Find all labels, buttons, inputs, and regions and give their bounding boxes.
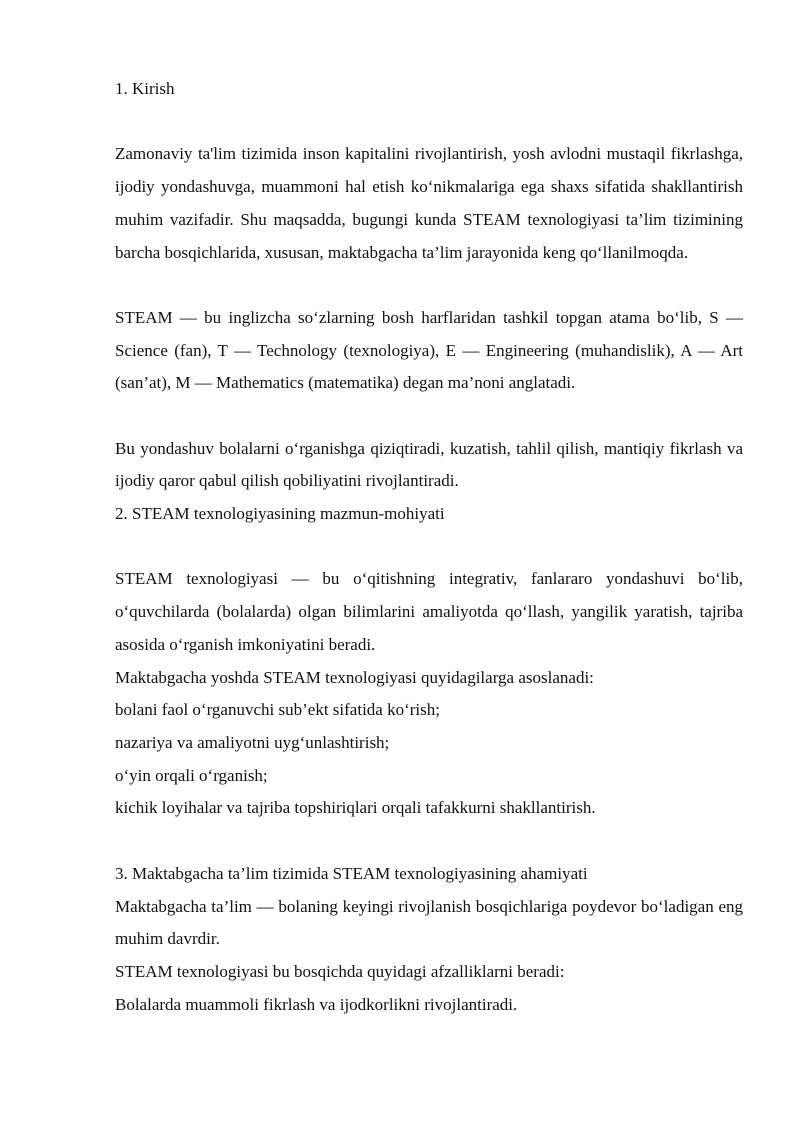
section-3-list-item: Bolalarda muammoli fikrlash va ijodkorlikni rivojlantiradi.: [115, 994, 518, 1014]
section-2-paragraph: STEAM texnologiyasi — bu o‘qitishning integrativ, fanlararo yondashuvi bo‘lib, o‘quvchilarda (bolalarda) olgan bilimlarini amaliyotda qo‘llash, yangilik yaratish, tajriba asosida o‘rganish imkoniyatini beradi.: [115, 569, 743, 654]
section-3-heading: 3. Maktabgacha ta’lim tizimida STEAM texnologiyasining ahamiyati: [115, 863, 588, 883]
spacer: [115, 531, 743, 564]
section-3-paragraph: Maktabgacha ta’lim — bolaning keyingi rivojlanish bosqichlariga poydevor bo‘ladigan eng muhim davrdir.: [115, 896, 743, 949]
section-2-list-item: nazariya va amaliyotni uyg‘unlashtirish;: [115, 733, 390, 752]
section-2-list-item: kichik loyihalar va tajriba topshiriqlari orqali tafakkurni shakllantirish.: [115, 798, 596, 818]
section-1-paragraph-1: Zamonaviy ta'lim tizimida inson kapitalini rivojlantirish, yosh avlodni mustaqil fikrlashga, ijodiy yondashuvga, muammoni hal etish ko‘nikmalariga ega shaxs sifatida shakllantirish muhim vazifadir. Shu maqsadda, bugungi kunda STEAM texnologiyasi ta’lim tizimining barcha bosqichlarida, xususan, maktabgacha ta’lim jarayonida keng qo‘llanilmoqda.: [115, 144, 743, 262]
spacer: [115, 106, 743, 139]
document-page: [115, 73, 743, 1021]
section-3-list-intro: STEAM texnologiyasi bu bosqichda quyidagi afzalliklarni beradi:: [115, 961, 565, 981]
section-2-heading: 2. STEAM texnologiyasining mazmun-mohiyati: [115, 504, 445, 524]
spacer: [115, 269, 743, 302]
section-1-paragraph-2: STEAM — bu inglizcha so‘zlarning bosh harflaridan tashkil topgan atama bo‘lib, S — Science (fan), T — Technology (texnologiya), E — Engineering (muhandislik), A — Art (san’at), M — Mathematics (matematika) degan ma’noni anglatadi.: [115, 307, 743, 393]
section-1-heading: 1. Kirish: [115, 79, 175, 98]
section-2-list-intro: Maktabgacha yoshda STEAM texnologiyasi quyidagilarga asoslanadi:: [115, 667, 594, 687]
section-1-paragraph-3: Bu yondashuv bolalarni o‘rganishga qiziqtiradi, kuzatish, tahlil qilish, mantiqiy fikrlash va ijodiy qaror qabul qilish qobiliyatini rivojlantiradi.: [115, 438, 743, 491]
spacer: [115, 400, 743, 433]
spacer: [115, 825, 743, 858]
section-2-list-item: bolani faol o‘rganuvchi sub’ekt sifatida ko‘rish;: [115, 700, 440, 720]
section-2-list-item: o‘yin orqali o‘rganish;: [115, 765, 268, 785]
